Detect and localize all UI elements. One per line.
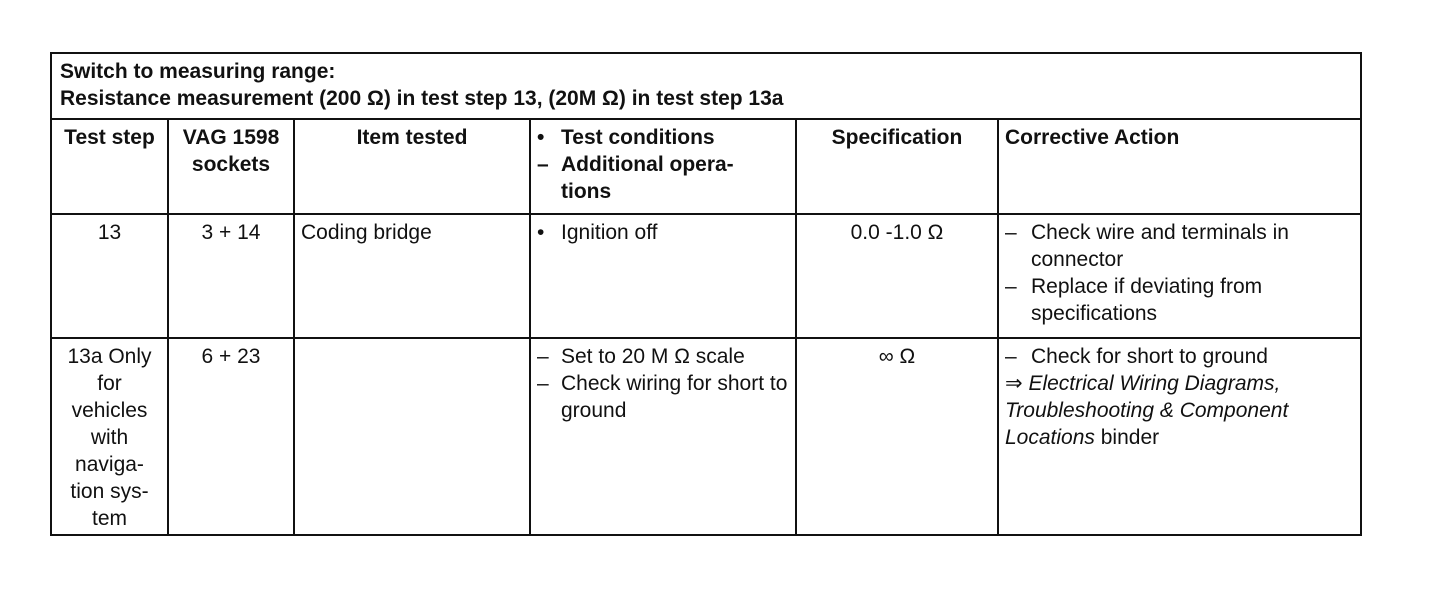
cell-specification: ∞ Ω [796,338,998,534]
dash-marker: – [1005,345,1017,368]
dash-marker: – [537,372,549,395]
header-row [52,120,1362,214]
table-row [52,214,1362,338]
bullet-marker: • [537,221,545,244]
action-item: Check for short to ground [1031,345,1268,368]
dash-marker: – [1005,221,1017,244]
cell-sockets: 6 + 23 [168,338,294,534]
test-steps-table [52,120,1362,534]
arrow-icon: ⇒ [1005,372,1023,395]
header-additional-operations: Additional opera- tions [561,153,734,203]
cell-conditions [530,338,796,534]
header-test-conditions: Test conditions [561,126,715,149]
cell-corrective-action [998,338,1362,534]
cell-item-tested: Coding bridge [294,214,530,338]
table-row [52,338,1362,534]
col-header-sockets: VAG 1598 sockets [168,120,294,214]
action-item: Check wire and terminals in connector [1031,221,1289,271]
wiring-reference [1005,370,1356,451]
col-header-item-tested: Item tested [294,120,530,214]
heading-line-1: Switch to measuring range: [60,60,336,83]
condition-item: Check wiring for short to ground [561,372,788,422]
cell-test-step: 13 [52,214,168,338]
cell-item-tested [294,338,530,534]
cell-specification: 0.0 -1.0 Ω [796,214,998,338]
cell-test-step: 13a Only for vehicles with naviga- tion sys- tem [52,338,168,534]
heading-line-2: Resistance measurement (200 Ω) in test step 13, (20M Ω) in test step 13a [60,87,784,110]
dash-marker: – [1005,275,1017,298]
condition-item: Ignition off [561,221,658,244]
test-table [50,52,1362,536]
cell-conditions [530,214,796,338]
table-heading [52,54,1360,120]
col-header-corrective-action: Corrective Action [998,120,1362,214]
col-header-conditions [530,120,796,214]
condition-item: Set to 20 M Ω scale [561,345,745,368]
reference-title: Electrical Wiring Diagrams, Troubleshooting & Component Locations [1005,372,1289,449]
col-header-test-step: Test step [52,120,168,214]
dash-marker: – [537,345,549,368]
cell-corrective-action [998,214,1362,338]
reference-suffix: binder [1094,426,1160,449]
col-header-specification: Specification [796,120,998,214]
cell-sockets: 3 + 14 [168,214,294,338]
action-item: Replace if deviating from specifications [1031,275,1263,325]
bullet-marker: • [537,126,545,149]
dash-marker: – [537,153,549,176]
